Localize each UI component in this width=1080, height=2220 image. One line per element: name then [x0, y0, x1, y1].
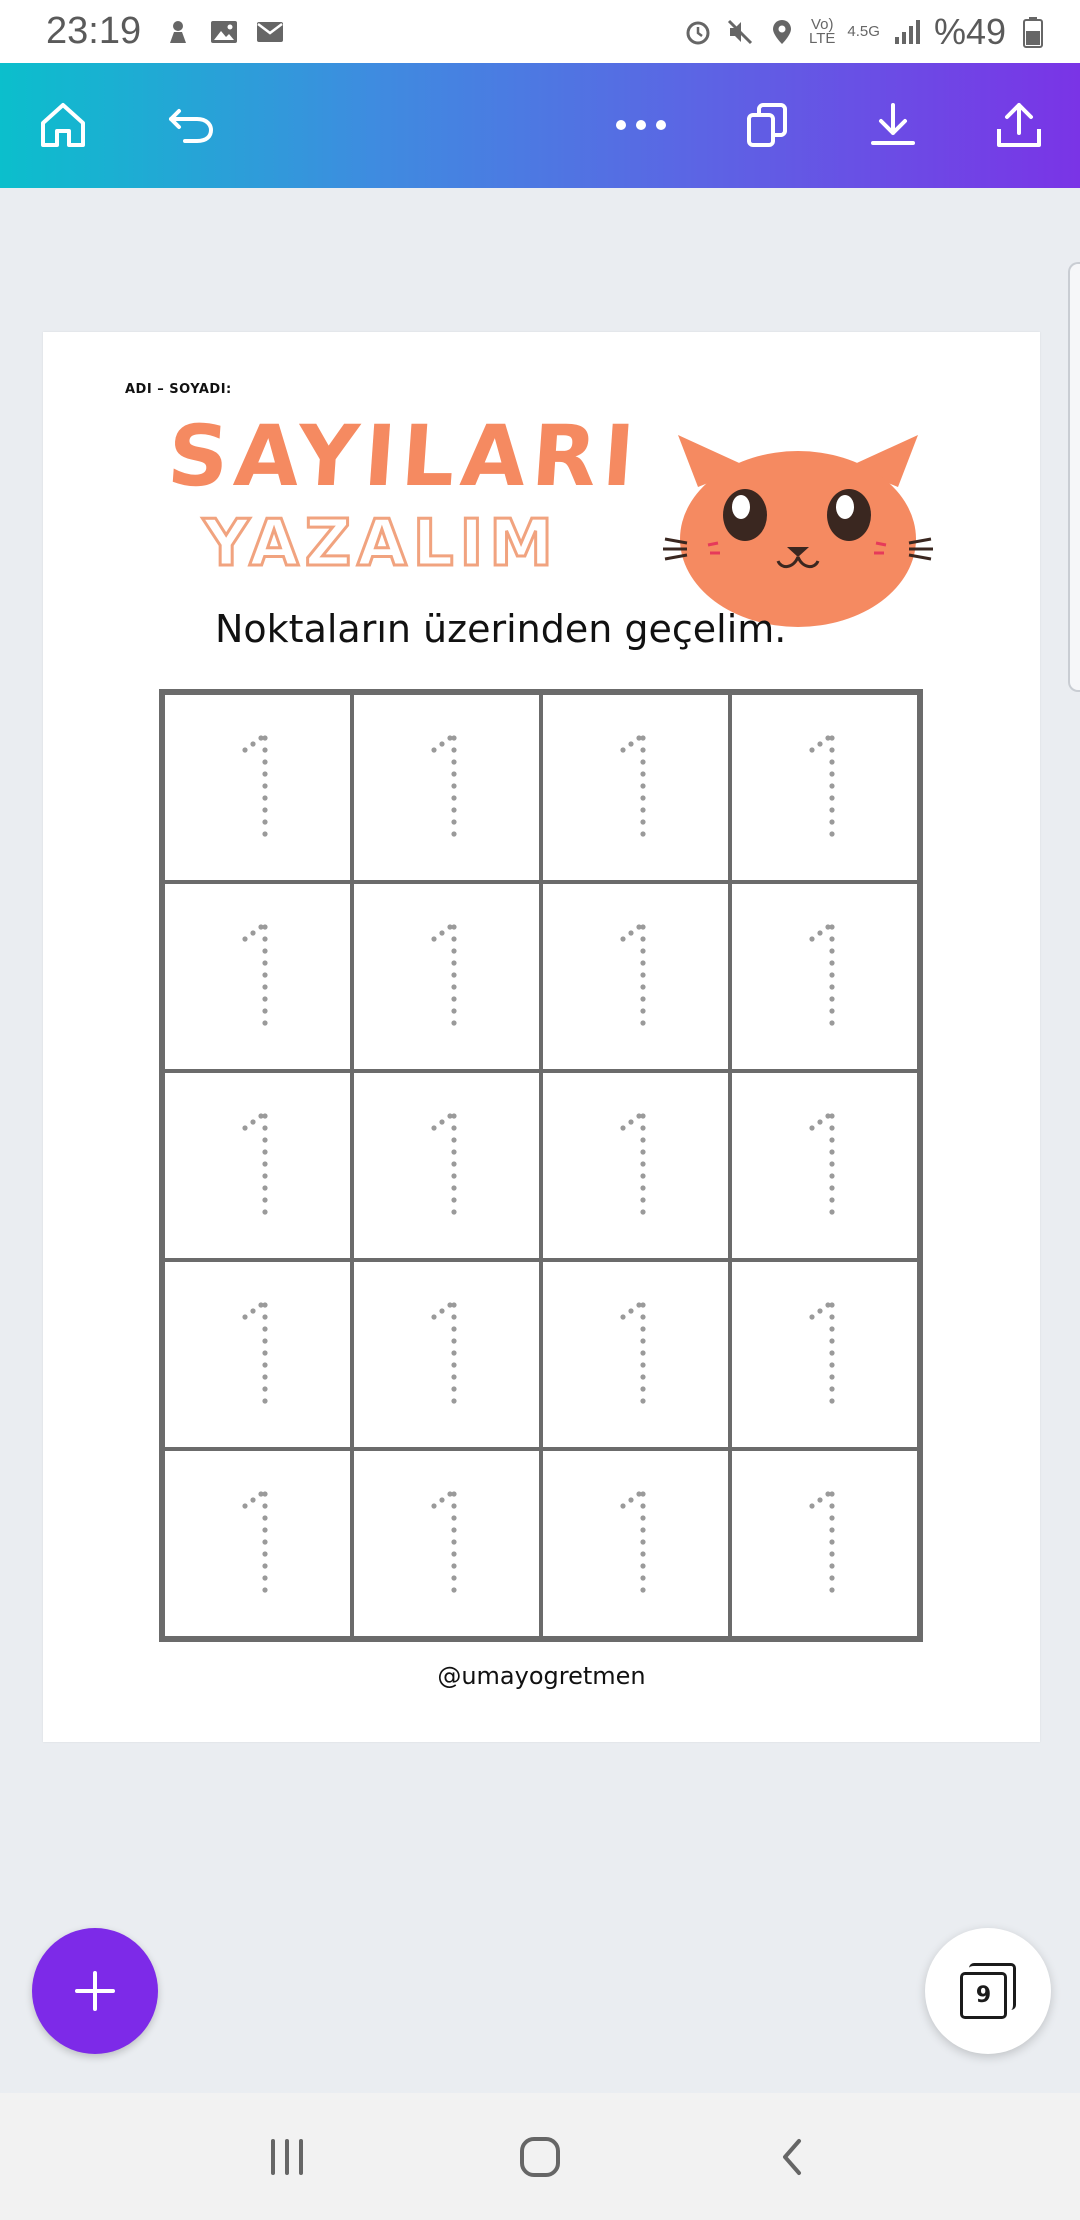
- add-element-button[interactable]: [32, 1928, 158, 2054]
- tracing-cell: [352, 1071, 541, 1260]
- undo-icon: [165, 99, 217, 151]
- tracing-cell: [352, 1260, 541, 1449]
- dotted-digit-1: [611, 1106, 661, 1226]
- tracing-cell: [163, 1071, 352, 1260]
- tracing-cell: [541, 882, 730, 1071]
- undo-button[interactable]: [156, 90, 226, 160]
- tracing-cell: [541, 1071, 730, 1260]
- tracing-cell: [163, 882, 352, 1071]
- home-button[interactable]: [28, 90, 98, 160]
- tracing-cell: [730, 1071, 919, 1260]
- home-icon: [37, 99, 89, 151]
- dotted-digit-1: [422, 728, 472, 848]
- download-button[interactable]: [858, 90, 928, 160]
- dotted-digit-1: [800, 728, 850, 848]
- more-dots-icon: [611, 115, 671, 135]
- pages-button[interactable]: [925, 1928, 1051, 2054]
- dotted-digit-1: [611, 1295, 661, 1415]
- status-bar: [0, 0, 1080, 63]
- tracing-grid: [159, 689, 923, 1642]
- back-icon: [771, 2135, 815, 2179]
- tracing-cell: [541, 1449, 730, 1638]
- alarm-icon: [683, 17, 713, 47]
- gallery-icon: [209, 17, 239, 47]
- cat-illustration: [663, 427, 933, 627]
- instruction-text: Noktaların üzerinden geçelim.: [215, 607, 787, 651]
- tracing-cell: [541, 1260, 730, 1449]
- tracing-cell: [163, 1260, 352, 1449]
- system-nav-bar: [0, 2093, 1080, 2220]
- tracing-cell: [730, 693, 919, 882]
- page-count: 9: [960, 1972, 1007, 2019]
- credit-handle: @umayogretmen: [437, 1662, 646, 1690]
- more-options-button[interactable]: [606, 90, 676, 160]
- editor-toolbar: [0, 63, 1080, 188]
- tracing-cell: [352, 1449, 541, 1638]
- tracing-cell: [352, 882, 541, 1071]
- location-icon: [767, 17, 797, 47]
- name-surname-label: ADI – SOYADI:: [125, 382, 232, 397]
- download-icon: [867, 99, 919, 151]
- share-icon: [993, 99, 1045, 151]
- recents-icon: [265, 2135, 309, 2179]
- duplicate-button[interactable]: [732, 90, 802, 160]
- dotted-digit-1: [422, 917, 472, 1037]
- dotted-digit-1: [800, 1106, 850, 1226]
- dotted-digit-1: [800, 1484, 850, 1604]
- dotted-digit-1: [422, 1106, 472, 1226]
- dotted-digit-1: [422, 1295, 472, 1415]
- volte-indicator: Vo) LTE: [809, 15, 836, 47]
- nav-home-button[interactable]: [500, 2117, 580, 2197]
- dotted-digit-1: [611, 1484, 661, 1604]
- dotted-digit-1: [233, 917, 283, 1037]
- mute-icon: [725, 17, 755, 47]
- signal-icon: [892, 17, 922, 47]
- tracing-cell: [163, 1449, 352, 1638]
- dotted-digit-1: [233, 1484, 283, 1604]
- dotted-digit-1: [233, 728, 283, 848]
- plus-icon: [71, 1967, 119, 2015]
- title-line-2: YAZALIM: [203, 507, 559, 581]
- page-scroll-handle[interactable]: [1068, 262, 1080, 692]
- tracing-cell: [352, 693, 541, 882]
- design-page[interactable]: [43, 332, 1040, 1742]
- dotted-digit-1: [233, 1106, 283, 1226]
- dotted-digit-1: [611, 728, 661, 848]
- status-time: 23:19: [46, 10, 142, 52]
- tracing-cell: [730, 1260, 919, 1449]
- dotted-digit-1: [800, 917, 850, 1037]
- battery-icon: [1018, 17, 1048, 47]
- nav-home-icon: [516, 2133, 564, 2181]
- mail-icon: [255, 17, 285, 47]
- dotted-digit-1: [422, 1484, 472, 1604]
- share-button[interactable]: [984, 90, 1054, 160]
- tracing-cell: [163, 693, 352, 882]
- pages-icon: [960, 1963, 1016, 2019]
- battery-percent: %49: [933, 10, 1006, 52]
- tracing-cell: [541, 693, 730, 882]
- title-line-1: SAYILARI: [164, 407, 644, 505]
- recents-button[interactable]: [247, 2117, 327, 2197]
- dotted-digit-1: [800, 1295, 850, 1415]
- dotted-digit-1: [233, 1295, 283, 1415]
- data-type-indicator: 4.5G: [847, 22, 880, 40]
- dotted-digit-1: [611, 917, 661, 1037]
- back-button[interactable]: [753, 2117, 833, 2197]
- notification-app-icon: [163, 17, 193, 47]
- duplicate-icon: [741, 99, 793, 151]
- tracing-cell: [730, 882, 919, 1071]
- tracing-cell: [730, 1449, 919, 1638]
